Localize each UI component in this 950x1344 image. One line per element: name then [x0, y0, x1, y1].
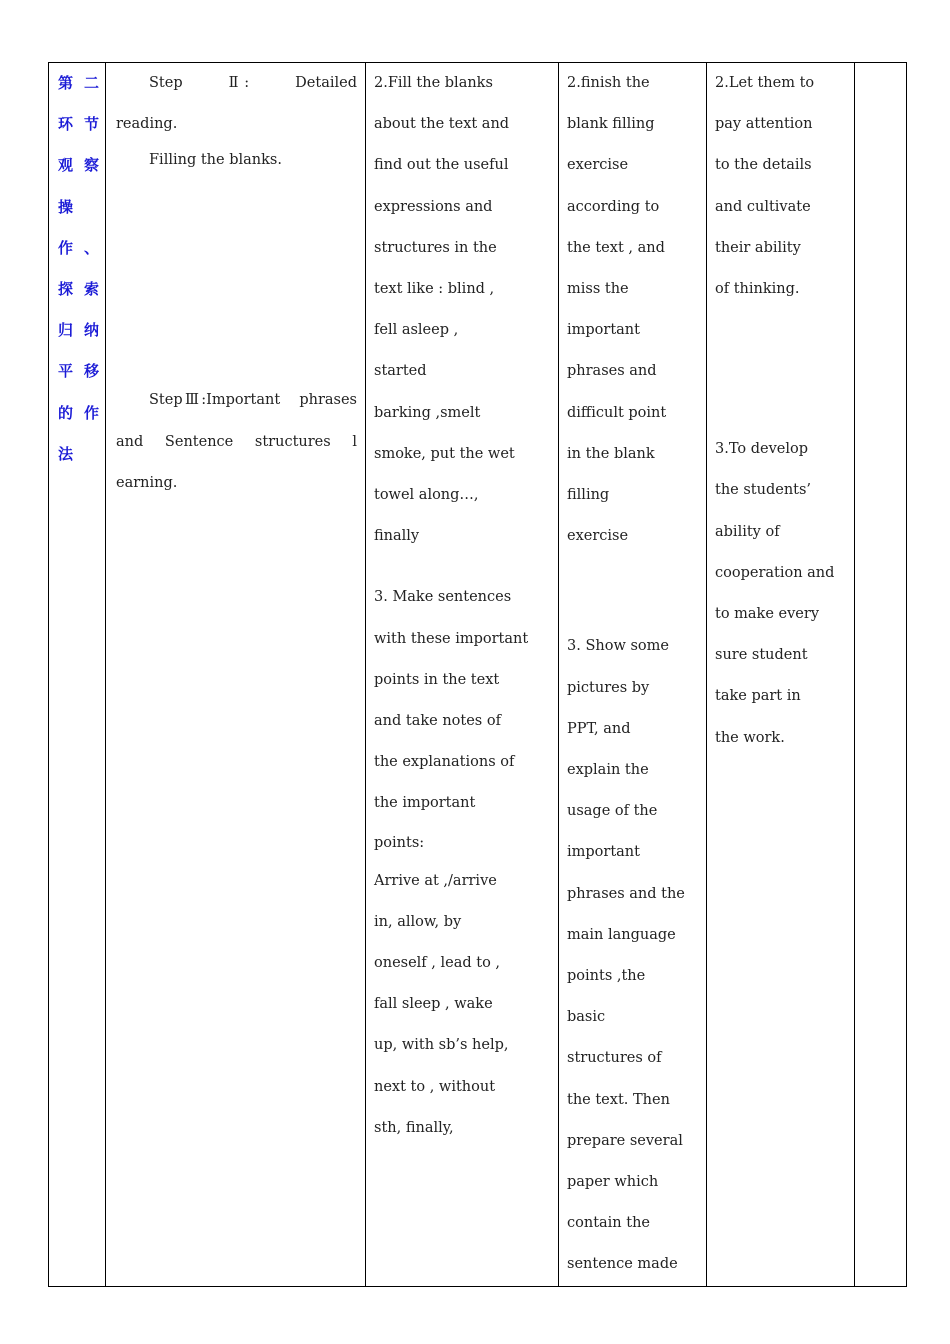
text-line: and take notes of: [374, 713, 501, 730]
spacer: [567, 557, 698, 626]
text-line: oneself , lead to ,: [374, 955, 501, 972]
notes-cell: [855, 63, 907, 1287]
text-line: up, with sb’s help,: [374, 1037, 509, 1054]
text-line: basic: [567, 1009, 606, 1026]
text-line: started: [374, 363, 427, 380]
text-line: next to , without: [374, 1078, 496, 1095]
stage-line: 探索: [58, 280, 99, 299]
text-line: barking ,smelt: [374, 404, 481, 421]
text-line: finally: [374, 528, 420, 545]
text-line: phrases and the: [567, 885, 685, 902]
text-line: find out the useful: [374, 157, 509, 174]
stage-line: 法: [58, 444, 74, 463]
step3-title-line: StepⅢ:Important phrases: [149, 392, 357, 409]
step3-title-line: earning.: [116, 474, 178, 491]
text-line: 3. Make sentences: [374, 589, 512, 606]
text-line: fall sleep , wake: [374, 996, 493, 1013]
text-line: their ability: [715, 239, 801, 256]
text-line: fell asleep ,: [374, 322, 459, 339]
text-line: about the text and: [374, 116, 510, 133]
text-line: 2.finish the: [567, 75, 650, 91]
text-line: sentence made: [567, 1256, 678, 1273]
table-row: [49, 63, 907, 1287]
text-line: exercise: [567, 157, 629, 174]
spacer: [116, 175, 357, 380]
text-line: expressions and: [374, 198, 493, 215]
text-line: paper which: [567, 1174, 659, 1191]
text-line: sth, finally,: [374, 1119, 454, 1136]
stage-line: 第二: [58, 74, 99, 92]
stage-line: 归纳: [58, 321, 99, 340]
text-line: 3. Show some: [567, 638, 669, 655]
text-line: cooperation and: [715, 564, 835, 581]
text-line: 3.To develop: [715, 441, 809, 458]
text-line: the text. Then: [567, 1091, 670, 1108]
step3-title-line: and Sentence structures l: [116, 433, 357, 450]
text-line: structures in the: [374, 239, 497, 256]
text-line: to the details: [715, 157, 812, 174]
step2-title-line: Step Ⅱ: Detailed: [149, 75, 357, 91]
text-line: ability of: [715, 523, 780, 540]
text-line: smoke, put the wet: [374, 445, 515, 462]
student-activity-cell: [366, 63, 559, 1287]
design-intent-cell: [707, 63, 855, 1287]
stage-line: 平移: [58, 362, 99, 381]
text-line: miss the: [567, 281, 629, 298]
text-line: text like : blind ,: [374, 281, 495, 298]
text-line: pictures by: [567, 679, 650, 696]
text-line: the explanations of: [374, 754, 515, 771]
text-line: in, allow, by: [374, 913, 462, 930]
text-line: explain the: [567, 762, 649, 779]
stage-line: 作、: [58, 238, 99, 257]
text-line: main language: [567, 926, 676, 943]
text-line: prepare several: [567, 1132, 683, 1149]
teacher-activity-cell: [559, 63, 707, 1287]
text-line: points:: [374, 834, 425, 851]
text-line: important: [567, 322, 640, 339]
text-line: the text , and: [567, 239, 665, 256]
text-line: points in the text: [374, 671, 500, 688]
stage-label: [49, 63, 105, 475]
text-line: Arrive at ,/arrive: [374, 872, 497, 889]
procedure-cell: [106, 63, 366, 1287]
text-line: sure student: [715, 647, 808, 664]
text-line: the work.: [715, 729, 785, 746]
spacer: [374, 557, 550, 577]
stage-line: 观察: [58, 156, 99, 175]
text-line: usage of the: [567, 803, 658, 820]
text-line: blank filling: [567, 116, 655, 133]
text-line: structures of: [567, 1050, 662, 1067]
text-line: 2.Let them to: [715, 75, 815, 91]
step2-title-line: reading.: [116, 116, 178, 133]
text-line: with these important: [374, 630, 529, 647]
text-line: the important: [374, 795, 476, 812]
text-line: difficult point: [567, 404, 667, 421]
text-line: according to: [567, 198, 660, 215]
text-line: 2.Fill the blanks: [374, 75, 493, 91]
stage-line: 环节: [58, 115, 99, 134]
stage-cell: [49, 63, 106, 1287]
text-line: filling: [567, 487, 610, 504]
text-line: to make every: [715, 606, 820, 623]
lesson-plan-table: [48, 62, 907, 1287]
text-line: in the blank: [567, 445, 655, 462]
step2-subtitle: Filling the blanks.: [149, 152, 282, 169]
text-line: phrases and: [567, 363, 657, 380]
text-line: contain the: [567, 1215, 650, 1232]
text-line: pay attention: [715, 116, 813, 133]
stage-line: 的作: [58, 403, 99, 422]
text-line: exercise: [567, 528, 629, 545]
text-line: towel along…,: [374, 487, 479, 504]
text-line: and cultivate: [715, 198, 811, 215]
text-line: the students’: [715, 482, 812, 499]
text-line: important: [567, 844, 640, 861]
text-line: of thinking.: [715, 281, 800, 298]
text-line: take part in: [715, 688, 801, 705]
text-line: PPT, and: [567, 720, 631, 737]
text-line: points ,the: [567, 968, 646, 985]
stage-line: 操: [58, 197, 74, 216]
spacer: [715, 310, 846, 429]
